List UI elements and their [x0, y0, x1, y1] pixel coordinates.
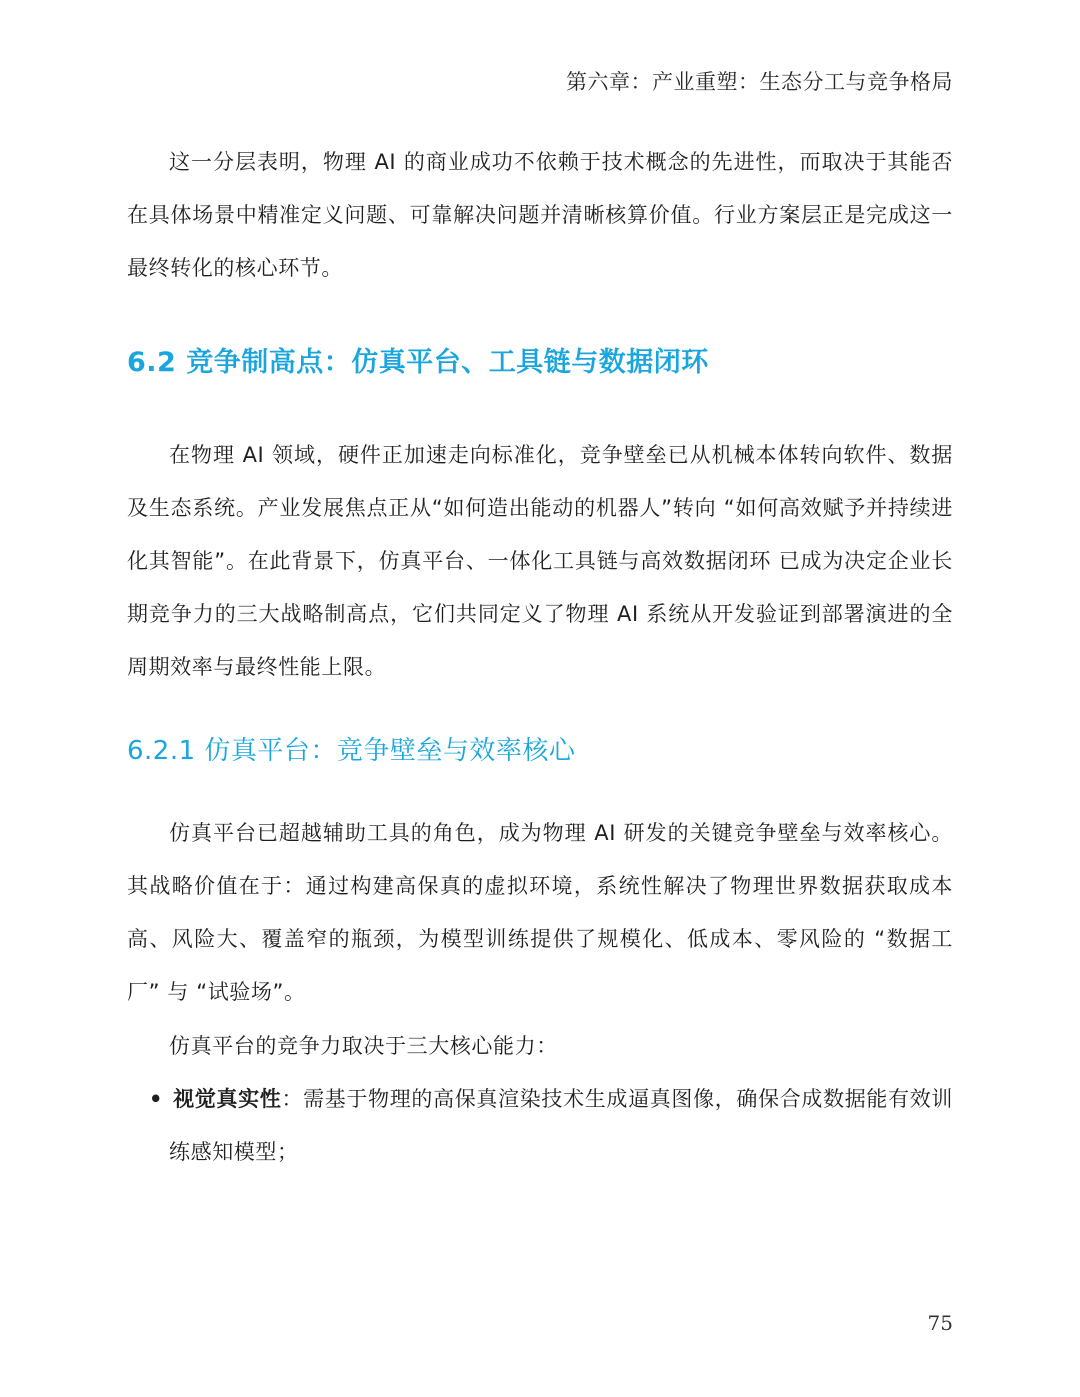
bullet-text: ：需基于物理的高保真渲染技术生成逼真图像，确保合成数据能有效训练感知模型；: [169, 1087, 954, 1164]
paragraph-competition-intro: 在物理 AI 领域，硬件正加速走向标准化，竞争壁垒已从机械本体转向软件、数据及生态系统。产业发展焦点正从“如何造出能动的机器人”转向 “如何高效赋予并持续进化其智能”。在此背景下，仿真平台、一体化工具链与高效数据闭环 已成为决定企业长期竞争力的三大战略制高点，它们共同定义了物理 AI 系统从开发验证到部署演进的全周期效率与最终性能上限。: [127, 443, 953, 679]
paragraph-layering-summary: 这一分层表明，物理 AI 的商业成功不依赖于技术概念的先进性，而取决于其能否在具体场景中精准定义问题、可靠解决问题并清晰核算价值。行业方案层正是完成这一最终转化的核心环节。: [127, 150, 953, 280]
chapter-header: 第六章：产业重塑：生态分工与竞争格局: [566, 70, 953, 94]
paragraph-core-capabilities-intro: 仿真平台的竞争力取决于三大核心能力：: [169, 1034, 558, 1058]
bullet-item-visual-realism: [127, 1073, 953, 1179]
paragraph-simulation-platform: 仿真平台已超越辅助工具的角色，成为物理 AI 研发的关键竞争壁垒与效率核心。其战略价值在于：通过构建高保真的虚拟环境，系统性解决了物理世界数据获取成本高、风险大、覆盖窄的瓶颈，为模型训练提供了规模化、低成本、零风险的 “数据工厂” 与 “试验场”。: [127, 821, 953, 1004]
bullet-marker: •: [149, 1087, 164, 1111]
subsection-heading-6-2-1: 6.2.1 仿真平台：竞争壁垒与效率核心: [127, 736, 576, 766]
section-heading-6-2: 6.2 竞争制高点：仿真平台、工具链与数据闭环: [127, 347, 709, 378]
bullet-term: 视觉真实性: [173, 1087, 282, 1111]
page-number: 75: [927, 1311, 953, 1335]
